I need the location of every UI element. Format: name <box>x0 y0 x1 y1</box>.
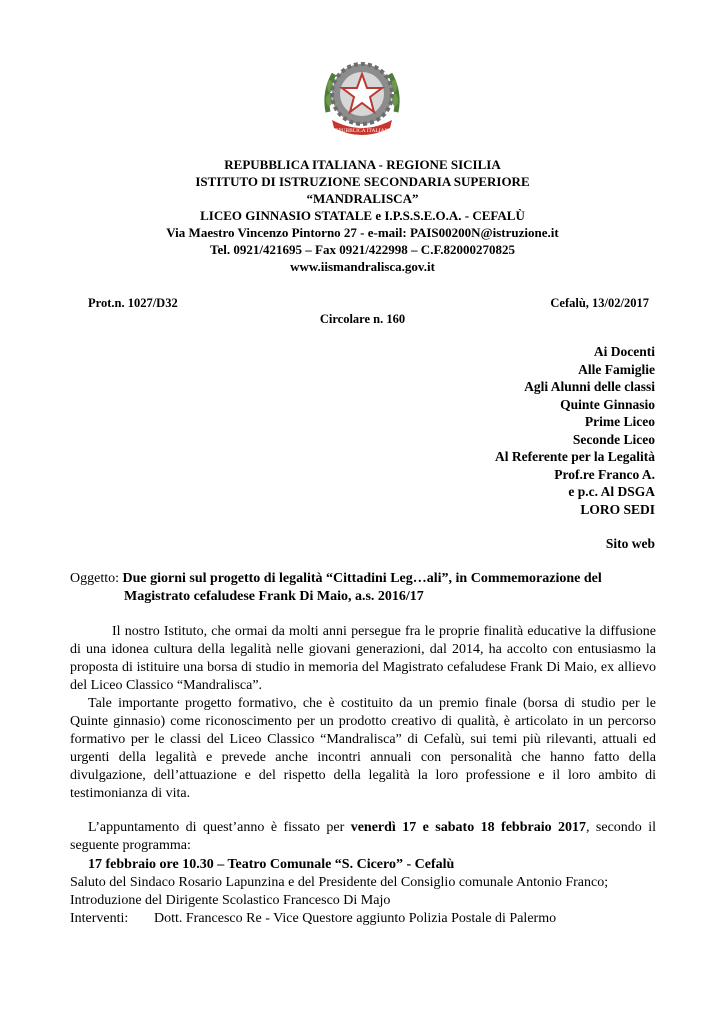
program-line-1: Saluto del Sindaco Rosario Lapunzina e del Presidente del Consiglio comunale Antonio Franco; <box>70 875 609 890</box>
recipient-line: Ai Docenti <box>593 344 655 359</box>
program-block <box>70 856 670 928</box>
circular-number: Circolare n. 160 <box>319 312 406 326</box>
interventions-text: Dott. Francesco Re - Vice Questore aggiunto Polizia Postale di Palermo <box>154 911 557 926</box>
recipient-line: Prof.re Franco A. <box>554 466 655 482</box>
paragraph-3: L’appuntamento di quest’anno è fissato per venerdì 17 e sabato 18 febbraio 2017, secondo il seguente programma: <box>70 820 657 853</box>
recipient-line: Agli Alunni delle classi <box>524 379 655 394</box>
header-website: www.iismandralisca.gov.it <box>290 259 435 274</box>
recipient-line: Al Referente per la Legalità <box>495 449 655 464</box>
event-dates: venerdì 17 e sabato 18 febbraio 2017 <box>350 820 587 835</box>
body-text <box>70 623 656 855</box>
header-line-1: REPUBBLICA ITALIANA - REGIONE SICILIA <box>224 157 501 172</box>
interventions-label: Interventi: <box>70 911 129 926</box>
header-line-6: Tel. 0921/421695 – Fax 0921/422998 – C.F.82000270825 <box>210 242 515 257</box>
recipient-line: Prime Liceo <box>584 414 655 429</box>
recipients-block <box>495 343 655 553</box>
header-line-2: ISTITUTO DI ISTRUZIONE SECONDARIA SUPERIORE <box>195 174 530 189</box>
repubblica-italiana-emblem-icon <box>318 52 406 140</box>
subject-line-2: Magistrato cefaludese Frank Di Maio, a.s. 2016/17 <box>124 589 424 604</box>
document-date: Cefalù, 13/02/2017 <box>550 296 649 310</box>
recipient-line: Seconde Liceo <box>572 431 655 447</box>
header-line-3: “MANDRALISCA” <box>306 191 419 206</box>
institution-header <box>60 156 665 275</box>
protocol-number: Prot.n. 1027/D32 <box>88 296 178 310</box>
subject-block <box>70 570 670 606</box>
program-line-3 <box>70 910 670 928</box>
recipient-line: LORO SEDI <box>580 501 655 517</box>
subject-line-1: Due giorni sul progetto di legalità “Cittadini Leg…ali”, in Commemorazione del <box>122 571 602 586</box>
recipient-website: Sito web <box>605 536 655 551</box>
subject-label: Oggetto: <box>70 571 119 586</box>
recipient-line: Quinte Ginnasio <box>560 396 655 412</box>
program-title: 17 febbraio ore 10.30 – Teatro Comunale “S. Cicero” - Cefalù <box>88 857 455 872</box>
emblem-lettering: REPUBBLICA ITALIANA <box>331 128 393 134</box>
program-line-2: Introduzione del Dirigente Scolastico Francesco Di Majo <box>70 893 391 908</box>
recipient-line: e p.c. Al DSGA <box>568 484 655 499</box>
recipient-line: Alle Famiglie <box>578 361 655 377</box>
header-line-4: LICEO GINNASIO STATALE e I.P.S.S.E.O.A. - CEFALÙ <box>200 208 525 223</box>
paragraph-1: Il nostro Istituto, che ormai da molti anni persegue fra le proprie finalità educative la diffusione di una idonea cultura della legalità nelle giovani generazioni, dal 2014, ha accolto con entusiasmo la proposta di istituire una borsa di studio in memoria del Magistrato cefaludese Frank Di Maio, ex allievo del Liceo Classico “Mandralisca”. <box>70 624 656 693</box>
header-line-5: Via Maestro Vincenzo Pintorno 27 - e-mail: PAIS00200N@istruzione.it <box>166 225 559 240</box>
paragraph-2: Tale importante progetto formativo, che è costituito da un premio finale (borsa di studio per le Quinte ginnasio) come riconoscimento per un prodotto creativo di qualità, è articolato in un percorso formativo per le classi del Liceo Classico “Mandralisca” di Cefalù, sui temi più rilevanti, attuali ed urgenti della legalità e prevede anche incontri annuali con personalità che hanno fatto della divulgazione, dell’attuazione e del rispetto della legalità la loro professione e il loro ambito di testimonianza di vita. <box>70 696 656 801</box>
